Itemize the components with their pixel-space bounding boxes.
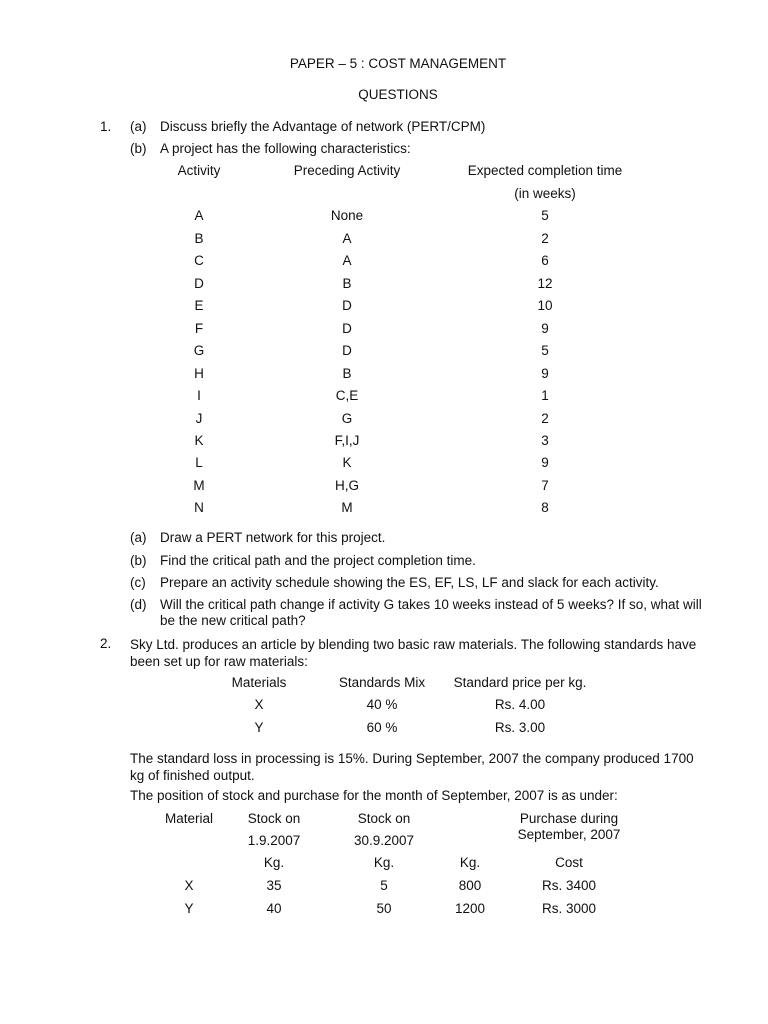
question-text: Sky Ltd. produces an article by blending two basic raw materials. The following standards have been set up for raw materials: <box>130 637 697 669</box>
table-cell: B <box>342 276 352 291</box>
table-cell: 35 <box>266 878 282 893</box>
table-cell: D <box>342 298 352 313</box>
section-heading: QUESTIONS <box>358 87 438 102</box>
sub-label: (b) <box>130 553 147 568</box>
table-cell: D <box>194 276 204 291</box>
table-cell: H,G <box>334 478 359 493</box>
table-unit: Cost <box>555 855 583 870</box>
table-header: 1.9.2007 <box>247 833 301 848</box>
table-header: Standard price per kg. <box>453 675 587 690</box>
table-header: Materials <box>231 675 287 690</box>
table-cell: None <box>330 208 364 223</box>
table-header: Purchase during September, 2007 <box>517 811 621 842</box>
question-number: 2. <box>100 636 112 651</box>
table-cell: C <box>194 253 204 268</box>
table-cell: M <box>341 500 353 515</box>
table-cell: 5 <box>541 343 549 358</box>
table-cell: F <box>194 321 204 336</box>
table-cell: X <box>184 878 194 893</box>
table-cell: 40 <box>266 901 282 916</box>
table-cell: Y <box>184 901 194 916</box>
table-cell: 2 <box>541 231 549 246</box>
table-header-unit: (in weeks) <box>514 186 576 201</box>
table-cell: E <box>194 298 204 313</box>
table-cell: 40 % <box>366 697 398 712</box>
table-cell: Rs. 3400 <box>541 878 597 893</box>
table-cell: D <box>342 321 352 336</box>
table-cell: L <box>195 455 203 470</box>
sub-label: (d) <box>130 597 147 612</box>
table-cell: B <box>194 231 204 246</box>
sub-label: (c) <box>130 575 146 590</box>
table-cell: 1200 <box>454 901 486 916</box>
table-cell: 8 <box>541 500 549 515</box>
question-text: Will the critical path change if activity G takes 10 weeks instead of 5 weeks? If so, what will be the new critical path? <box>160 597 702 628</box>
table-cell: A <box>342 253 352 268</box>
table-header: Activity <box>177 163 221 178</box>
table-cell: X <box>254 697 264 712</box>
table-header: Material <box>164 811 213 826</box>
table-unit: Kg. <box>263 855 285 870</box>
table-cell: N <box>194 500 204 515</box>
question-text: Find the critical path and the project completion time. <box>160 553 476 568</box>
question-number: 1. <box>100 119 112 134</box>
question-text: Discuss briefly the Advantage of network (PERT/CPM) <box>160 119 486 134</box>
table-cell: I <box>197 388 201 403</box>
table-cell: K <box>342 455 352 470</box>
paragraph: The standard loss in processing is 15%. During September, 2007 the company produced 1700 kg of finished output. <box>130 751 694 783</box>
table-cell: G <box>193 343 205 358</box>
table-cell: 3 <box>541 433 549 448</box>
table-header: Expected completion time <box>467 163 623 178</box>
question-text: A project has the following characteristics: <box>160 141 411 156</box>
table-cell: M <box>193 478 205 493</box>
table-cell: 5 <box>380 878 388 893</box>
table-cell: A <box>194 208 204 223</box>
table-cell: Y <box>254 720 264 735</box>
table-cell: C,E <box>335 388 359 403</box>
table-cell: A <box>342 231 352 246</box>
table-cell: G <box>341 411 353 426</box>
table-cell: B <box>342 366 352 381</box>
table-cell: H <box>194 366 204 381</box>
table-unit: Kg. <box>373 855 395 870</box>
table-header: 30.9.2007 <box>353 833 415 848</box>
sub-label: (a) <box>130 530 147 545</box>
table-cell: K <box>194 433 204 448</box>
sub-label: (a) <box>130 119 147 134</box>
table-cell: F,I,J <box>334 433 360 448</box>
table-cell: 10 <box>537 298 553 313</box>
table-cell: 9 <box>541 366 549 381</box>
table-header: Stock on <box>357 811 411 826</box>
table-cell: 1 <box>541 388 549 403</box>
table-unit: Kg. <box>459 855 481 870</box>
table-header: Preceding Activity <box>293 163 401 178</box>
table-cell: 9 <box>541 455 549 470</box>
table-cell: 9 <box>541 321 549 336</box>
table-cell: 800 <box>458 878 482 893</box>
table-header: Stock on <box>247 811 301 826</box>
table-cell: J <box>195 411 203 426</box>
table-cell: 5 <box>541 208 549 223</box>
paragraph: The position of stock and purchase for the month of September, 2007 is as under: <box>130 788 618 803</box>
table-cell: 60 % <box>366 720 398 735</box>
table-header: Standards Mix <box>338 675 426 690</box>
page-title: PAPER – 5 : COST MANAGEMENT <box>289 56 507 71</box>
table-cell: 50 <box>376 901 392 916</box>
sub-label: (b) <box>130 141 147 156</box>
table-cell: D <box>342 343 352 358</box>
question-text: Prepare an activity schedule showing the ES, EF, LS, LF and slack for each activity. <box>160 575 659 590</box>
table-cell: 7 <box>541 478 549 493</box>
table-cell: 2 <box>541 411 549 426</box>
table-cell: Rs. 3000 <box>541 901 597 916</box>
table-cell: Rs. 4.00 <box>494 697 546 712</box>
table-cell: Rs. 3.00 <box>494 720 546 735</box>
question-text: Draw a PERT network for this project. <box>160 530 386 545</box>
table-cell: 6 <box>541 253 549 268</box>
table-cell: 12 <box>537 276 553 291</box>
